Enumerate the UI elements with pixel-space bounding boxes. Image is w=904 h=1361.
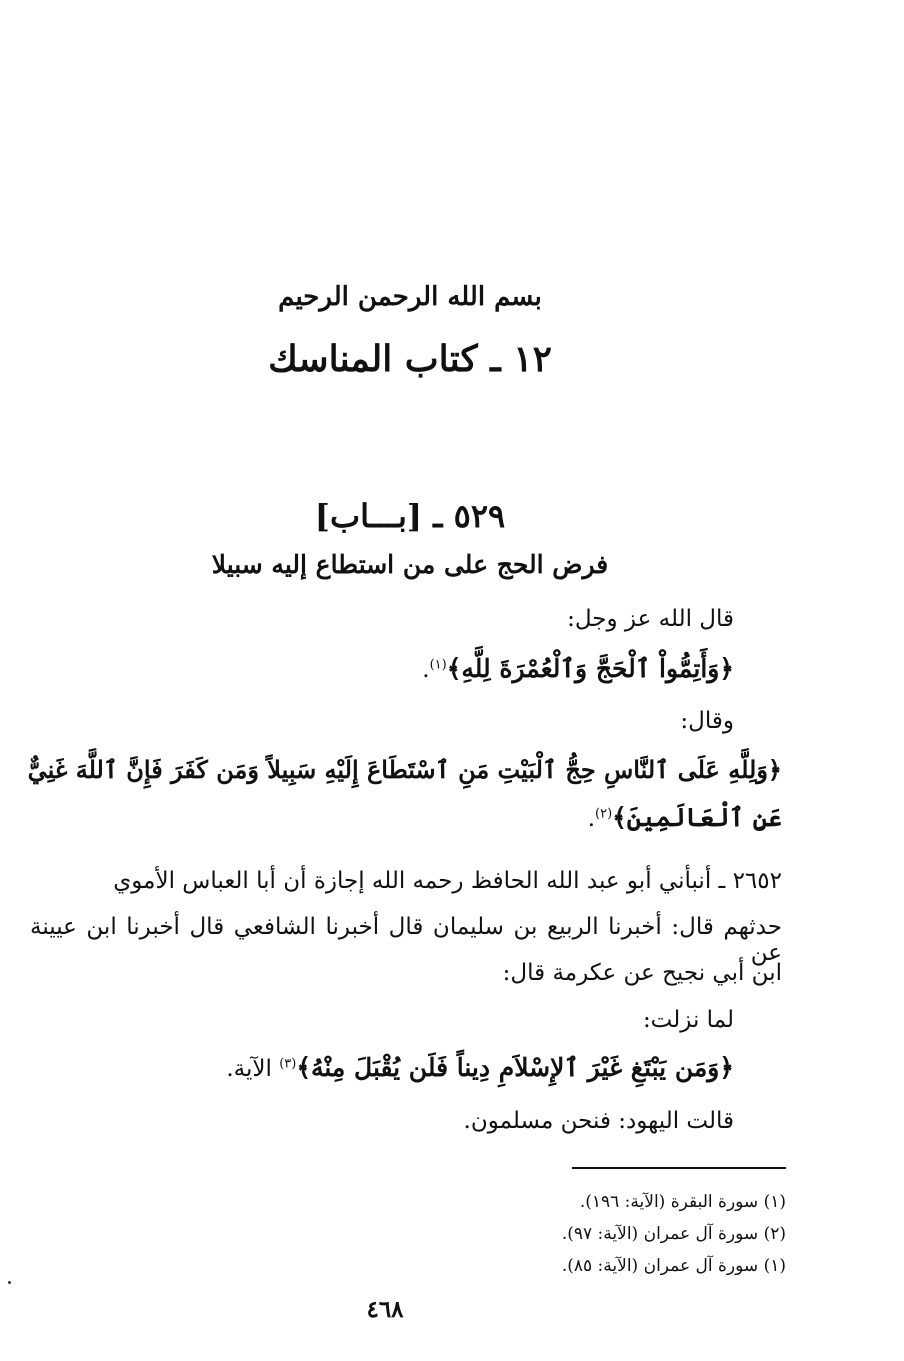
verse-1-line <box>422 654 734 683</box>
footnote-2: (٢) سورة آل عمران (الآية: ٩٧). <box>561 1224 786 1244</box>
and-said-line: وقال: <box>680 708 734 734</box>
footnote-separator <box>572 1167 786 1169</box>
footnote-ref-3: (٣) <box>279 1056 297 1072</box>
chapter-title: فرض الحج على من استطاع إليه سبيلا <box>211 550 609 579</box>
when-revealed-line: لما نزلت: <box>642 1007 734 1033</box>
hadith-line-1: ٢٦٥٢ ـ أنبأني أبو عبد الله الحافظ رحمه الله إجازة أن أبا العباس الأموي <box>113 868 782 894</box>
jews-said-line: قالت اليهود: فنحن مسلمون. <box>463 1108 734 1134</box>
verse-3-tail: الآية. <box>226 1056 272 1082</box>
hadith-line-2: حدثهم قال: أخبرنا الربيع بن سليمان قال أخبرنا الشافعي قال أخبرنا ابن عيينة عن <box>30 914 782 966</box>
verse-1-text: ﴿وَأَتِمُّواْ ٱلْحَجَّ وَٱلْعُمْرَةَ لِلَّهِ﴾ <box>446 654 734 683</box>
hadith-line-3: ابن أبي نجيح عن عكرمة قال: <box>502 960 782 986</box>
book-title: ١٢ ـ كتاب المناسك <box>268 338 552 380</box>
verse-3-line <box>226 1053 734 1082</box>
verse-2-text: عَنِ ٱلْعَالَمِينَ﴾ <box>612 803 782 832</box>
footnote-3: (١) سورة آل عمران (الآية: ٨٥). <box>561 1256 786 1276</box>
page-number: ٤٦٨ <box>366 1296 404 1323</box>
footnote-ref-1: (١) <box>429 657 447 673</box>
verse-2-line-2 <box>588 803 782 832</box>
verse-2-line-1: ﴿وَلِلَّهِ عَلَى ٱلنَّاسِ حِجُّ ٱلْبَيْتِ مَنِ ٱسْتَطَاعَ إِلَيْهِ سَبِيلاً وَمَن كَفَرَ فَإِنَّ ٱللَّهَ غَنِيٌّ <box>27 755 782 784</box>
verse-3-text: ﴿وَمَن يَبْتَغِ غَيْرَ ٱلإِسْلاَمِ دِيناً فَلَن يُقْبَلَ مِنْهُ﴾ <box>296 1053 734 1082</box>
footnote-ref-2: (٢) <box>595 806 613 822</box>
chapter-number: ٥٢٩ ـ [بـــاب] <box>314 497 506 535</box>
verse-1-tail: . <box>422 657 430 683</box>
footnote-1: (١) سورة البقرة (الآية: ١٩٦). <box>579 1192 786 1212</box>
basmala: بسم الله الرحمن الرحيم <box>278 282 542 312</box>
verse-2-tail: . <box>587 806 596 832</box>
scan-speck <box>8 1281 11 1284</box>
intro-line: قال الله عز وجل: <box>567 606 734 632</box>
